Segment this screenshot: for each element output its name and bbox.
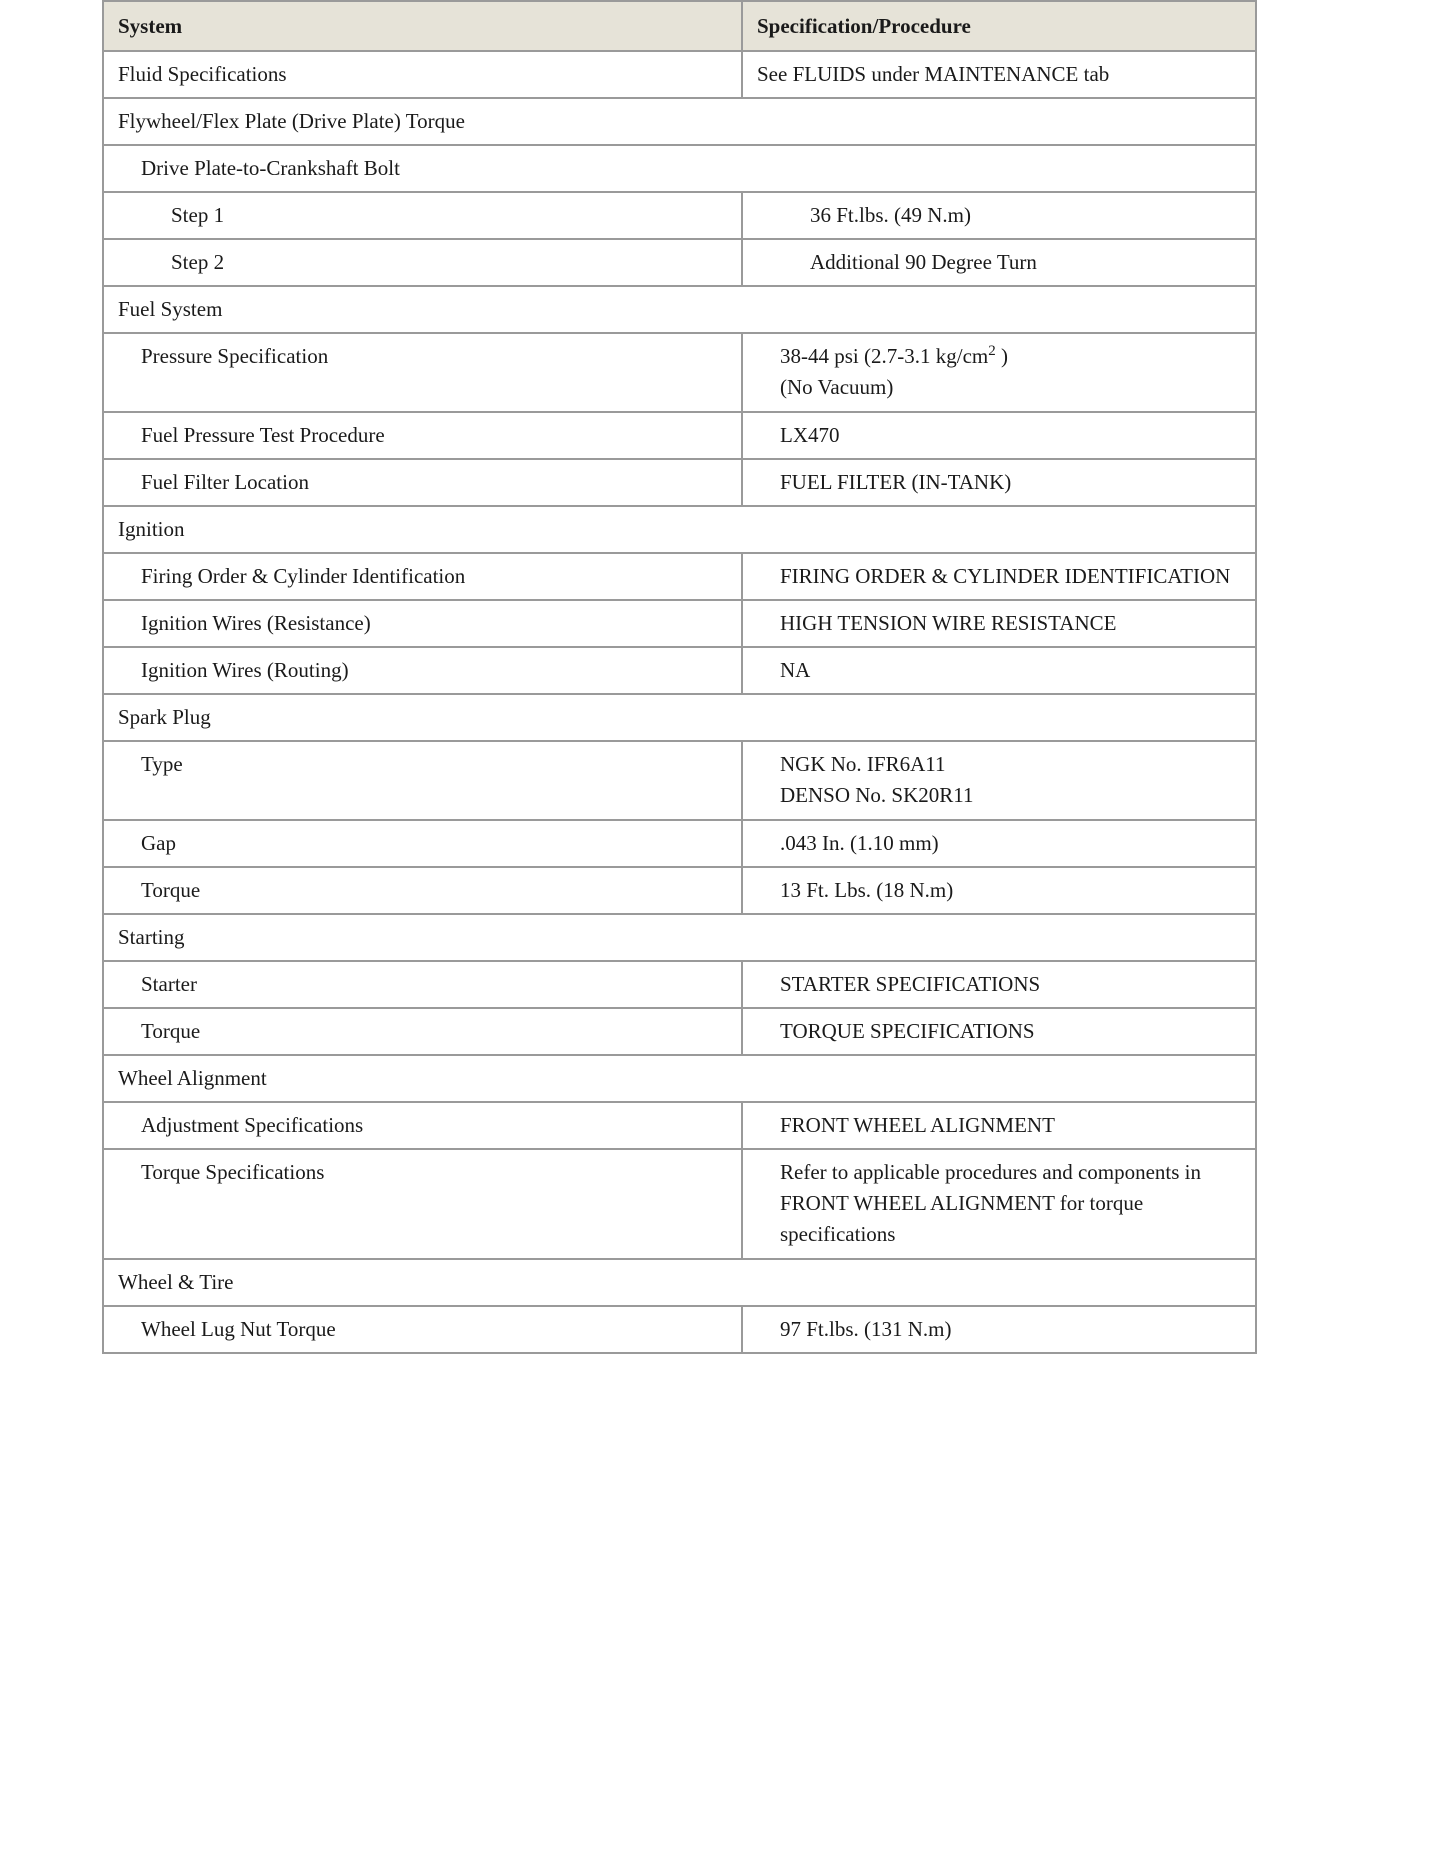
table-row	[103, 961, 1256, 1008]
section-row	[103, 1259, 1256, 1306]
row-value: See FLUIDS under MAINTENANCE tab	[742, 51, 1256, 98]
row-label: Ignition Wires (Routing)	[103, 647, 742, 694]
table-row	[103, 553, 1256, 600]
table-row	[103, 459, 1256, 506]
row-value	[742, 333, 1256, 412]
table-row	[103, 647, 1256, 694]
row-label: Gap	[103, 820, 742, 867]
table-row	[103, 741, 1256, 820]
row-value: 36 Ft.lbs. (49 N.m)	[742, 192, 1256, 239]
table-row	[103, 820, 1256, 867]
section-row	[103, 98, 1256, 145]
row-label: Ignition Wires (Resistance)	[103, 600, 742, 647]
section-row	[103, 1055, 1256, 1102]
table-header	[103, 1, 1256, 51]
table-row	[103, 1149, 1256, 1259]
table-row	[103, 1306, 1256, 1353]
section-row	[103, 914, 1256, 961]
row-value: Additional 90 Degree Turn	[742, 239, 1256, 286]
table-row	[103, 600, 1256, 647]
value-line: specifications	[780, 1222, 896, 1246]
row-label: Torque	[103, 1008, 742, 1055]
value-line: FRONT WHEEL ALIGNMENT for torque	[780, 1191, 1144, 1215]
subsection-row	[103, 145, 1256, 192]
row-value: HIGH TENSION WIRE RESISTANCE	[742, 600, 1256, 647]
table-row	[103, 412, 1256, 459]
section-title: Fuel System	[103, 286, 1256, 333]
row-label: Fluid Specifications	[103, 51, 742, 98]
row-label: Pressure Specification	[103, 333, 742, 412]
section-title: Starting	[103, 914, 1256, 961]
row-value: FIRING ORDER & CYLINDER IDENTIFICATION	[742, 553, 1256, 600]
subsection-title: Drive Plate-to-Crankshaft Bolt	[103, 145, 1256, 192]
row-value	[742, 1149, 1256, 1259]
table-row	[103, 192, 1256, 239]
row-label: Fuel Pressure Test Procedure	[103, 412, 742, 459]
value-line: (No Vacuum)	[780, 375, 894, 399]
row-label: Step 1	[103, 192, 742, 239]
row-value: .043 In. (1.10 mm)	[742, 820, 1256, 867]
row-value: LX470	[742, 412, 1256, 459]
table-row	[103, 1008, 1256, 1055]
row-label: Starter	[103, 961, 742, 1008]
row-value: 13 Ft. Lbs. (18 N.m)	[742, 867, 1256, 914]
spec-column-header: Specification/Procedure	[742, 1, 1256, 51]
table-row	[103, 51, 1256, 98]
section-row	[103, 506, 1256, 553]
header-row	[103, 1, 1256, 51]
value-line: NGK No. IFR6A11	[780, 752, 946, 776]
system-column-header: System	[103, 1, 742, 51]
section-title: Spark Plug	[103, 694, 1256, 741]
row-label: Type	[103, 741, 742, 820]
table-body	[103, 51, 1256, 1353]
value-line	[780, 341, 1255, 372]
table-row	[103, 1102, 1256, 1149]
value-text: )	[995, 344, 1008, 368]
section-title: Flywheel/Flex Plate (Drive Plate) Torque	[103, 98, 1256, 145]
row-label: Firing Order & Cylinder Identification	[103, 553, 742, 600]
value-line: Refer to applicable procedures and components in	[780, 1160, 1202, 1184]
row-value: NA	[742, 647, 1256, 694]
table-row	[103, 239, 1256, 286]
row-value	[742, 741, 1256, 820]
row-label: Step 2	[103, 239, 742, 286]
superscript: 2	[988, 343, 996, 359]
table-row	[103, 867, 1256, 914]
section-row	[103, 286, 1256, 333]
row-value: TORQUE SPECIFICATIONS	[742, 1008, 1256, 1055]
row-label: Adjustment Specifications	[103, 1102, 742, 1149]
section-row	[103, 694, 1256, 741]
section-title: Ignition	[103, 506, 1256, 553]
value-text: 38-44 psi (2.7-3.1 kg/cm	[780, 344, 989, 368]
row-value: FUEL FILTER (IN-TANK)	[742, 459, 1256, 506]
row-value: STARTER SPECIFICATIONS	[742, 961, 1256, 1008]
row-label: Fuel Filter Location	[103, 459, 742, 506]
table-row	[103, 333, 1256, 412]
section-title: Wheel & Tire	[103, 1259, 1256, 1306]
row-value: 97 Ft.lbs. (131 N.m)	[742, 1306, 1256, 1353]
row-label: Torque Specifications	[103, 1149, 742, 1259]
section-title: Wheel Alignment	[103, 1055, 1256, 1102]
row-label: Torque	[103, 867, 742, 914]
row-value: FRONT WHEEL ALIGNMENT	[742, 1102, 1256, 1149]
value-line: DENSO No. SK20R11	[780, 783, 974, 807]
specifications-table	[102, 0, 1257, 1354]
row-label: Wheel Lug Nut Torque	[103, 1306, 742, 1353]
